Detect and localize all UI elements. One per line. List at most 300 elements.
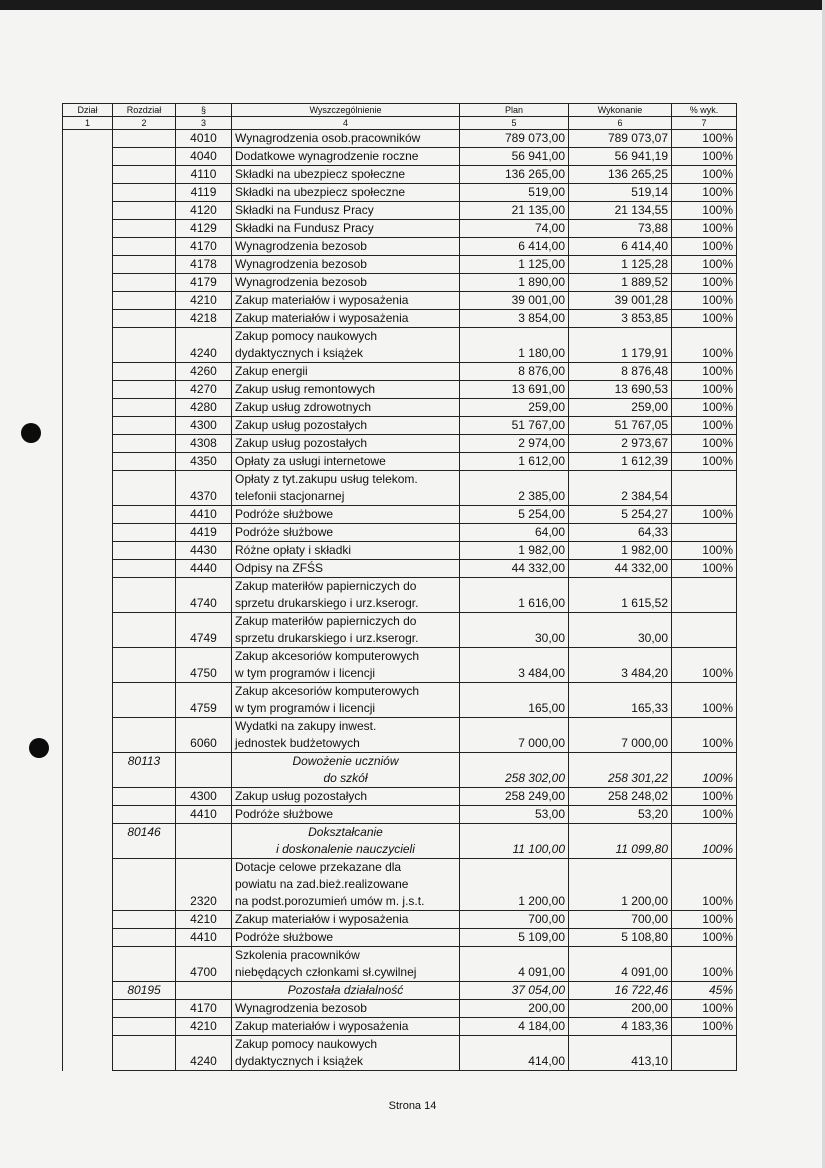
paragraph-cell: 4240: [176, 1036, 232, 1071]
table-row: [63, 166, 737, 184]
paragraph-cell: 4270: [176, 381, 232, 399]
execution-cell: 136 265,25: [569, 166, 672, 184]
description-line: Dowożenie uczniów: [292, 754, 399, 768]
percent-cell: 100%: [672, 310, 737, 328]
rozdzial-cell: 80195: [113, 982, 176, 1000]
description-cell: [232, 578, 460, 613]
percent-cell: 100%: [672, 506, 737, 524]
description-cell: [232, 184, 460, 202]
plan-cell: 44 332,00: [460, 560, 569, 578]
description-line: Składki na Fundusz Pracy: [235, 221, 374, 235]
description-line: Zakup materiłów papierniczych do: [235, 579, 417, 593]
paragraph-cell: 4410: [176, 506, 232, 524]
plan-cell: 4 091,00: [460, 947, 569, 982]
paragraph-cell: 4300: [176, 417, 232, 435]
rozdzial-cell: [113, 859, 176, 911]
plan-cell: 5 254,00: [460, 506, 569, 524]
column-number: 4: [232, 117, 460, 130]
execution-cell: 53,20: [569, 806, 672, 824]
plan-cell: 21 135,00: [460, 202, 569, 220]
description-cell: [232, 1036, 460, 1071]
percent-cell: [672, 1036, 737, 1071]
rozdzial-cell: [113, 683, 176, 718]
description-line: Opłaty z tyt.zakupu usług telekom.: [235, 472, 418, 486]
dzial-cell: [63, 542, 113, 560]
execution-cell: 1 125,28: [569, 256, 672, 274]
paragraph-cell: 4300: [176, 788, 232, 806]
description-cell: [232, 148, 460, 166]
dzial-cell: [63, 238, 113, 256]
execution-cell: 39 001,28: [569, 292, 672, 310]
paragraph-cell: 4350: [176, 453, 232, 471]
table-row: [63, 718, 737, 753]
description-line: Podróże służbowe: [235, 807, 334, 821]
rozdzial-cell: [113, 788, 176, 806]
rozdzial-cell: [113, 256, 176, 274]
chapter-row: [63, 824, 737, 859]
paragraph-cell: 4370: [176, 471, 232, 506]
execution-cell: 4 091,00: [569, 947, 672, 982]
description-line: Zakup usług pozostałych: [235, 789, 368, 803]
description-line: Zakup materiałów i wyposażenia: [235, 1019, 409, 1033]
plan-cell: 1 612,00: [460, 453, 569, 471]
description-line: niebędących członkami sł.cywilnej: [235, 965, 417, 979]
plan-cell: 6 414,00: [460, 238, 569, 256]
paragraph-cell: 4170: [176, 238, 232, 256]
description-line: Podróże służbowe: [235, 507, 334, 521]
percent-cell: 100%: [672, 859, 737, 911]
paragraph-cell: 4110: [176, 166, 232, 184]
table-row: [63, 363, 737, 381]
dzial-cell: [63, 1036, 113, 1071]
description-cell: [232, 982, 460, 1000]
execution-cell: 5 254,27: [569, 506, 672, 524]
rozdzial-cell: [113, 1036, 176, 1071]
dzial-cell: [63, 578, 113, 613]
percent-cell: [672, 613, 737, 648]
dzial-cell: [63, 506, 113, 524]
execution-cell: 56 941,19: [569, 148, 672, 166]
description-line: Zakup materiłów papierniczych do: [235, 614, 417, 628]
table-row: [63, 184, 737, 202]
dzial-cell: [63, 399, 113, 417]
paragraph-cell: 4210: [176, 911, 232, 929]
budget-table: [62, 103, 737, 1071]
dzial-cell: [63, 1000, 113, 1018]
punch-hole-upper: [21, 423, 41, 443]
rozdzial-cell: [113, 435, 176, 453]
rozdzial-cell: [113, 202, 176, 220]
description-cell: [232, 859, 460, 911]
plan-cell: 11 100,00: [460, 824, 569, 859]
percent-cell: 100%: [672, 148, 737, 166]
description-line: w tym programów i licencji: [235, 666, 376, 680]
percent-cell: [672, 578, 737, 613]
description-cell: [232, 806, 460, 824]
execution-cell: 519,14: [569, 184, 672, 202]
paragraph-cell: 4120: [176, 202, 232, 220]
table-row: [63, 256, 737, 274]
rozdzial-cell: [113, 648, 176, 683]
percent-cell: 100%: [672, 453, 737, 471]
table-row: [63, 381, 737, 399]
description-line: i doskonalenie nauczycieli: [276, 842, 415, 856]
table-row: [63, 417, 737, 435]
rozdzial-cell: [113, 328, 176, 363]
description-line: Odpisy na ZFŚS: [235, 561, 324, 575]
description-cell: [232, 613, 460, 648]
dzial-cell: [63, 1018, 113, 1036]
plan-cell: 165,00: [460, 683, 569, 718]
execution-cell: 44 332,00: [569, 560, 672, 578]
percent-cell: 100%: [672, 947, 737, 982]
plan-cell: 414,00: [460, 1036, 569, 1071]
execution-cell: 1 889,52: [569, 274, 672, 292]
percent-cell: 100%: [672, 220, 737, 238]
percent-cell: 100%: [672, 683, 737, 718]
table-row: [63, 911, 737, 929]
paragraph-cell: 6060: [176, 718, 232, 753]
plan-cell: 136 265,00: [460, 166, 569, 184]
paragraph-cell: [176, 824, 232, 859]
header-cell: Wyszczególnienie: [232, 104, 460, 117]
table-row: [63, 1000, 737, 1018]
description-line: Zakup usług pozostałych: [235, 436, 368, 450]
execution-cell: 13 690,53: [569, 381, 672, 399]
column-number: 2: [113, 117, 176, 130]
rozdzial-cell: [113, 399, 176, 417]
rozdzial-cell: [113, 1000, 176, 1018]
paragraph-cell: 4119: [176, 184, 232, 202]
percent-cell: 100%: [672, 363, 737, 381]
description-line: Dotacje celowe przekazane dla: [235, 860, 402, 874]
percent-cell: 100%: [672, 166, 737, 184]
percent-cell: 100%: [672, 238, 737, 256]
description-line: Wynagrodzenia bezosob: [235, 275, 367, 289]
description-line: Wydatki na zakupy inwest.: [235, 719, 377, 733]
percent-cell: 100%: [672, 381, 737, 399]
paragraph-cell: 4010: [176, 130, 232, 148]
plan-cell: 259,00: [460, 399, 569, 417]
percent-cell: 100%: [672, 788, 737, 806]
execution-cell: 700,00: [569, 911, 672, 929]
execution-cell: 6 414,40: [569, 238, 672, 256]
table-row: [63, 947, 737, 982]
table-row: [63, 683, 737, 718]
dzial-cell: [63, 363, 113, 381]
execution-cell: 258 248,02: [569, 788, 672, 806]
percent-cell: 100%: [672, 1000, 737, 1018]
header-cell: % wyk.: [672, 104, 737, 117]
description-line: telefonii stacjonarnej: [235, 489, 345, 503]
table-row: [63, 578, 737, 613]
table-row: [63, 220, 737, 238]
description-cell: [232, 648, 460, 683]
column-number: 1: [63, 117, 113, 130]
percent-cell: 100%: [672, 417, 737, 435]
chapter-row: [63, 753, 737, 788]
description-cell: [232, 947, 460, 982]
plan-cell: 13 691,00: [460, 381, 569, 399]
dzial-cell: [63, 435, 113, 453]
paragraph-cell: 4240: [176, 328, 232, 363]
percent-cell: 100%: [672, 824, 737, 859]
execution-cell: 413,10: [569, 1036, 672, 1071]
punch-hole-lower: [29, 738, 49, 758]
description-cell: [232, 238, 460, 256]
table-row: [63, 1018, 737, 1036]
rozdzial-cell: [113, 453, 176, 471]
plan-cell: 1 125,00: [460, 256, 569, 274]
description-cell: [232, 453, 460, 471]
table-row: [63, 202, 737, 220]
paragraph-cell: 4430: [176, 542, 232, 560]
description-line: Wynagrodzenia bezosob: [235, 239, 367, 253]
description-line: Podróże służbowe: [235, 930, 334, 944]
execution-cell: 258 301,22: [569, 753, 672, 788]
header-row: [63, 104, 737, 117]
page-number: Strona 14: [388, 1100, 437, 1112]
description-cell: [232, 274, 460, 292]
percent-cell: 100%: [672, 753, 737, 788]
plan-cell: 1 616,00: [460, 578, 569, 613]
table-row: [63, 471, 737, 506]
description-cell: [232, 166, 460, 184]
rozdzial-cell: [113, 506, 176, 524]
dzial-cell: [63, 982, 113, 1000]
description-cell: [232, 292, 460, 310]
dzial-cell: [63, 148, 113, 166]
paragraph-cell: [176, 753, 232, 788]
paragraph-cell: 4750: [176, 648, 232, 683]
description-line: Zakup akcesoriów komputerowych: [235, 649, 420, 663]
rozdzial-cell: 80146: [113, 824, 176, 859]
description-cell: [232, 381, 460, 399]
description-cell: [232, 542, 460, 560]
description-cell: [232, 130, 460, 148]
plan-cell: 200,00: [460, 1000, 569, 1018]
description-cell: [232, 435, 460, 453]
percent-cell: 100%: [672, 911, 737, 929]
dzial-cell: [63, 292, 113, 310]
description-line: Dodatkowe wynagrodzenie roczne: [235, 149, 419, 163]
table-row: [63, 435, 737, 453]
rozdzial-cell: [113, 381, 176, 399]
percent-cell: 100%: [672, 399, 737, 417]
rozdzial-cell: [113, 560, 176, 578]
dzial-cell: [63, 648, 113, 683]
table-row: [63, 506, 737, 524]
table-row: [63, 399, 737, 417]
description-line: Wynagrodzenia osob.pracowników: [235, 131, 421, 145]
percent-cell: 45%: [672, 982, 737, 1000]
column-number: 7: [672, 117, 737, 130]
table-row: [63, 1036, 737, 1071]
description-cell: [232, 753, 460, 788]
dzial-cell: [63, 524, 113, 542]
plan-cell: 258 249,00: [460, 788, 569, 806]
column-number: 3: [176, 117, 232, 130]
description-line: Zakup pomocy naukowych: [235, 1037, 378, 1051]
execution-cell: 259,00: [569, 399, 672, 417]
table-row: [63, 560, 737, 578]
paragraph-cell: 4040: [176, 148, 232, 166]
description-line: sprzetu drukarskiego i urz.kserogr.: [235, 631, 419, 645]
description-cell: [232, 524, 460, 542]
description-cell: [232, 363, 460, 381]
plan-cell: 1 180,00: [460, 328, 569, 363]
rozdzial-cell: [113, 578, 176, 613]
column-number: 6: [569, 117, 672, 130]
plan-cell: 4 184,00: [460, 1018, 569, 1036]
description-cell: [232, 328, 460, 363]
dzial-cell: [63, 166, 113, 184]
description-cell: [232, 911, 460, 929]
execution-cell: 73,88: [569, 220, 672, 238]
table-row: [63, 453, 737, 471]
execution-cell: 5 108,80: [569, 929, 672, 947]
percent-cell: 100%: [672, 929, 737, 947]
description-cell: [232, 1018, 460, 1036]
execution-cell: 21 134,55: [569, 202, 672, 220]
rozdzial-cell: [113, 718, 176, 753]
paragraph-cell: 4260: [176, 363, 232, 381]
percent-cell: 100%: [672, 435, 737, 453]
description-cell: [232, 220, 460, 238]
plan-cell: 2 974,00: [460, 435, 569, 453]
percent-cell: 100%: [672, 328, 737, 363]
rozdzial-cell: 80113: [113, 753, 176, 788]
dzial-cell: [63, 947, 113, 982]
rozdzial-cell: [113, 238, 176, 256]
rozdzial-cell: [113, 130, 176, 148]
dzial-cell: [63, 184, 113, 202]
execution-cell: 51 767,05: [569, 417, 672, 435]
column-number-row: [63, 117, 737, 130]
plan-cell: 56 941,00: [460, 148, 569, 166]
percent-cell: 100%: [672, 184, 737, 202]
table-row: [63, 613, 737, 648]
table-row: [63, 328, 737, 363]
description-cell: [232, 417, 460, 435]
percent-cell: 100%: [672, 1018, 737, 1036]
rozdzial-cell: [113, 524, 176, 542]
description-line: w tym programów i licencji: [235, 701, 376, 715]
percent-cell: 100%: [672, 806, 737, 824]
plan-cell: 258 302,00: [460, 753, 569, 788]
description-line: na podst.porozumień umów m. j.s.t.: [235, 894, 425, 908]
description-line: Zakup usług remontowych: [235, 382, 376, 396]
plan-cell: 1 200,00: [460, 859, 569, 911]
table-row: [63, 274, 737, 292]
description-line: dydaktycznych i książek: [235, 346, 364, 360]
execution-cell: 1 612,39: [569, 453, 672, 471]
execution-cell: 7 000,00: [569, 718, 672, 753]
rozdzial-cell: [113, 292, 176, 310]
paragraph-cell: 4740: [176, 578, 232, 613]
execution-cell: 200,00: [569, 1000, 672, 1018]
plan-cell: 37 054,00: [460, 982, 569, 1000]
plan-cell: 74,00: [460, 220, 569, 238]
rozdzial-cell: [113, 310, 176, 328]
description-cell: [232, 1000, 460, 1018]
execution-cell: 8 876,48: [569, 363, 672, 381]
dzial-cell: [63, 560, 113, 578]
plan-cell: 1 982,00: [460, 542, 569, 560]
description-line: Zakup pomocy naukowych: [235, 329, 378, 343]
dzial-cell: [63, 824, 113, 859]
execution-cell: 16 722,46: [569, 982, 672, 1000]
dzial-cell: [63, 417, 113, 435]
description-cell: [232, 471, 460, 506]
dzial-cell: [63, 718, 113, 753]
paragraph-cell: 4759: [176, 683, 232, 718]
rozdzial-cell: [113, 947, 176, 982]
table-row: [63, 292, 737, 310]
description-line: jednostek budżetowych: [235, 736, 360, 750]
description-cell: [232, 560, 460, 578]
execution-cell: 4 183,36: [569, 1018, 672, 1036]
description-line: Składki na ubezpiecz społeczne: [235, 167, 406, 181]
table-row: [63, 788, 737, 806]
rozdzial-cell: [113, 613, 176, 648]
paragraph-cell: 4179: [176, 274, 232, 292]
description-line: Zakup energii: [235, 364, 308, 378]
description-line: Podróże służbowe: [235, 525, 334, 539]
execution-cell: 789 073,07: [569, 130, 672, 148]
description-line: do szkół: [323, 771, 368, 785]
percent-cell: 100%: [672, 560, 737, 578]
rozdzial-cell: [113, 1018, 176, 1036]
description-cell: [232, 256, 460, 274]
rozdzial-cell: [113, 417, 176, 435]
dzial-cell: [63, 683, 113, 718]
description-cell: [232, 310, 460, 328]
plan-cell: 519,00: [460, 184, 569, 202]
plan-cell: 8 876,00: [460, 363, 569, 381]
execution-cell: 3 484,20: [569, 648, 672, 683]
paragraph-cell: 4308: [176, 435, 232, 453]
description-line: Wynagrodzenia bezosob: [235, 1001, 367, 1015]
header-cell: Dział: [63, 104, 113, 117]
plan-cell: 789 073,00: [460, 130, 569, 148]
plan-cell: 2 385,00: [460, 471, 569, 506]
execution-cell: 1 179,91: [569, 328, 672, 363]
plan-cell: 30,00: [460, 613, 569, 648]
percent-cell: 100%: [672, 256, 737, 274]
percent-cell: 100%: [672, 648, 737, 683]
dzial-cell: [63, 471, 113, 506]
header-cell: Wykonanie: [569, 104, 672, 117]
rozdzial-cell: [113, 911, 176, 929]
paragraph-cell: 4410: [176, 929, 232, 947]
plan-cell: 64,00: [460, 524, 569, 542]
execution-cell: 1 200,00: [569, 859, 672, 911]
description-line: Wynagrodzenia bezosob: [235, 257, 367, 271]
table-row: [63, 148, 737, 166]
dzial-cell: [63, 911, 113, 929]
execution-cell: 11 099,80: [569, 824, 672, 859]
paragraph-cell: [176, 982, 232, 1000]
paragraph-cell: 4410: [176, 806, 232, 824]
paragraph-cell: 4280: [176, 399, 232, 417]
description-cell: [232, 788, 460, 806]
paragraph-cell: 4419: [176, 524, 232, 542]
paragraph-cell: 2320: [176, 859, 232, 911]
dzial-cell: [63, 753, 113, 788]
plan-cell: 7 000,00: [460, 718, 569, 753]
table-row: [63, 648, 737, 683]
